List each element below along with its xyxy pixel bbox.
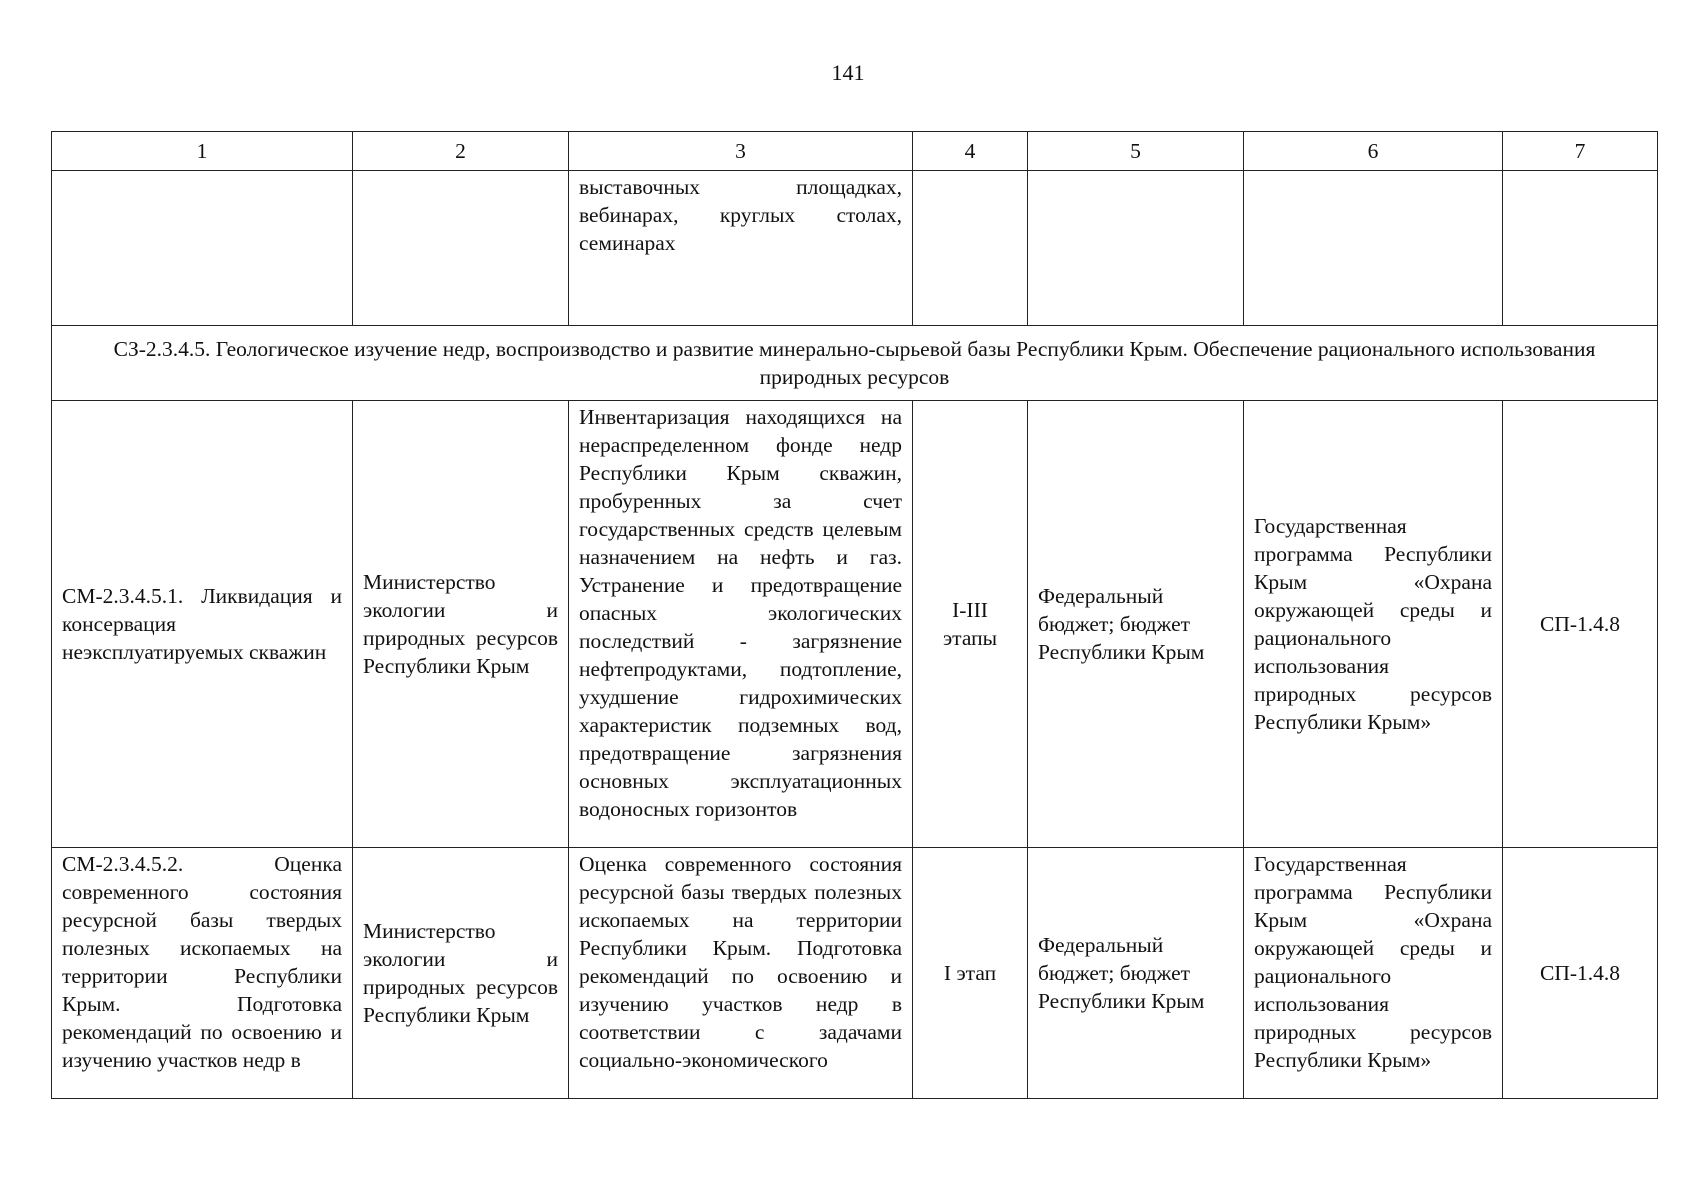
funding-cell: Федеральный бюджет; бюджет Республики Крым bbox=[1028, 848, 1244, 1099]
page-number: 141 bbox=[831, 60, 865, 85]
table-row bbox=[52, 848, 1658, 1099]
continuation-cell-2 bbox=[353, 171, 569, 326]
executor-cell: Министерство экологии и природных ресурсов Республики Крым bbox=[353, 848, 569, 1099]
section-row bbox=[52, 326, 1658, 401]
funding-cell: Федеральный бюджет; бюджет Республики Крым bbox=[1028, 401, 1244, 848]
column-header-6: 6 bbox=[1244, 132, 1503, 171]
stage-cell: I-III этапы bbox=[913, 401, 1028, 848]
column-header-3: 3 bbox=[569, 132, 913, 171]
content-cell: Оценка современного состояния ресурсной базы твердых полезных ископаемых на территории Республики Крым. Подготовка рекомендаций по освоению и изучению участков недр в соответствии с задачами социально-экономического bbox=[569, 848, 913, 1099]
content-cell: Инвентаризация находящихся на нераспределенном фонде недр Республики Крым скважин, пробуренных за счет государственных средств целевым назначением на нефть и газ. Устранение и предотвращение опасных экологических последствий - загрязнение нефтепродуктами, подтопление, ухудшение гидрохимических характеристик подземных вод, предотвращение загрязнения основных эксплуатационных водоносных горизонтов bbox=[569, 401, 913, 848]
measure-cell: СМ-2.3.4.5.2. Оценка современного состояния ресурсной базы твердых полезных ископаемых на территории Республики Крым. Подготовка рекомендаций по освоению и изучению участков недр в bbox=[52, 848, 353, 1099]
continuation-cell-5 bbox=[1028, 171, 1244, 326]
program-cell: Государственная программа Республики Крым «Охрана окружающей среды и рационального использования природных ресурсов Республики Крым» bbox=[1244, 401, 1503, 848]
section-title: СЗ-2.3.4.5. Геологическое изучение недр, воспроизводство и развитие минерально-сырьевой базы Республики Крым. Обеспечение рационального использования природных ресурсов bbox=[52, 326, 1658, 401]
program-cell: Государственная программа Республики Крым «Охрана окружающей среды и рационального использования природных ресурсов Республики Крым» bbox=[1244, 848, 1503, 1099]
measure-cell: СМ-2.3.4.5.1. Ликвидация и консервация неэксплуатируемых скважин bbox=[52, 401, 353, 848]
stage-cell: I этап bbox=[913, 848, 1028, 1099]
continuation-content: выставочных площадках, вебинарах, круглых столах, семинарах bbox=[569, 171, 913, 326]
code-cell: СП-1.4.8 bbox=[1503, 848, 1658, 1099]
column-header-5: 5 bbox=[1028, 132, 1244, 171]
table-row bbox=[52, 401, 1658, 848]
column-header-4: 4 bbox=[913, 132, 1028, 171]
executor-cell: Министерство экологии и природных ресурсов Республики Крым bbox=[353, 401, 569, 848]
column-header-row bbox=[52, 132, 1658, 171]
code-cell: СП-1.4.8 bbox=[1503, 401, 1658, 848]
continuation-cell-4 bbox=[913, 171, 1028, 326]
column-header-2: 2 bbox=[353, 132, 569, 171]
column-header-1: 1 bbox=[52, 132, 353, 171]
measures-table bbox=[51, 131, 1658, 1099]
continuation-cell-7 bbox=[1503, 171, 1658, 326]
continuation-cell-1 bbox=[52, 171, 353, 326]
continuation-cell-6 bbox=[1244, 171, 1503, 326]
continuation-row bbox=[52, 171, 1658, 326]
column-header-7: 7 bbox=[1503, 132, 1658, 171]
